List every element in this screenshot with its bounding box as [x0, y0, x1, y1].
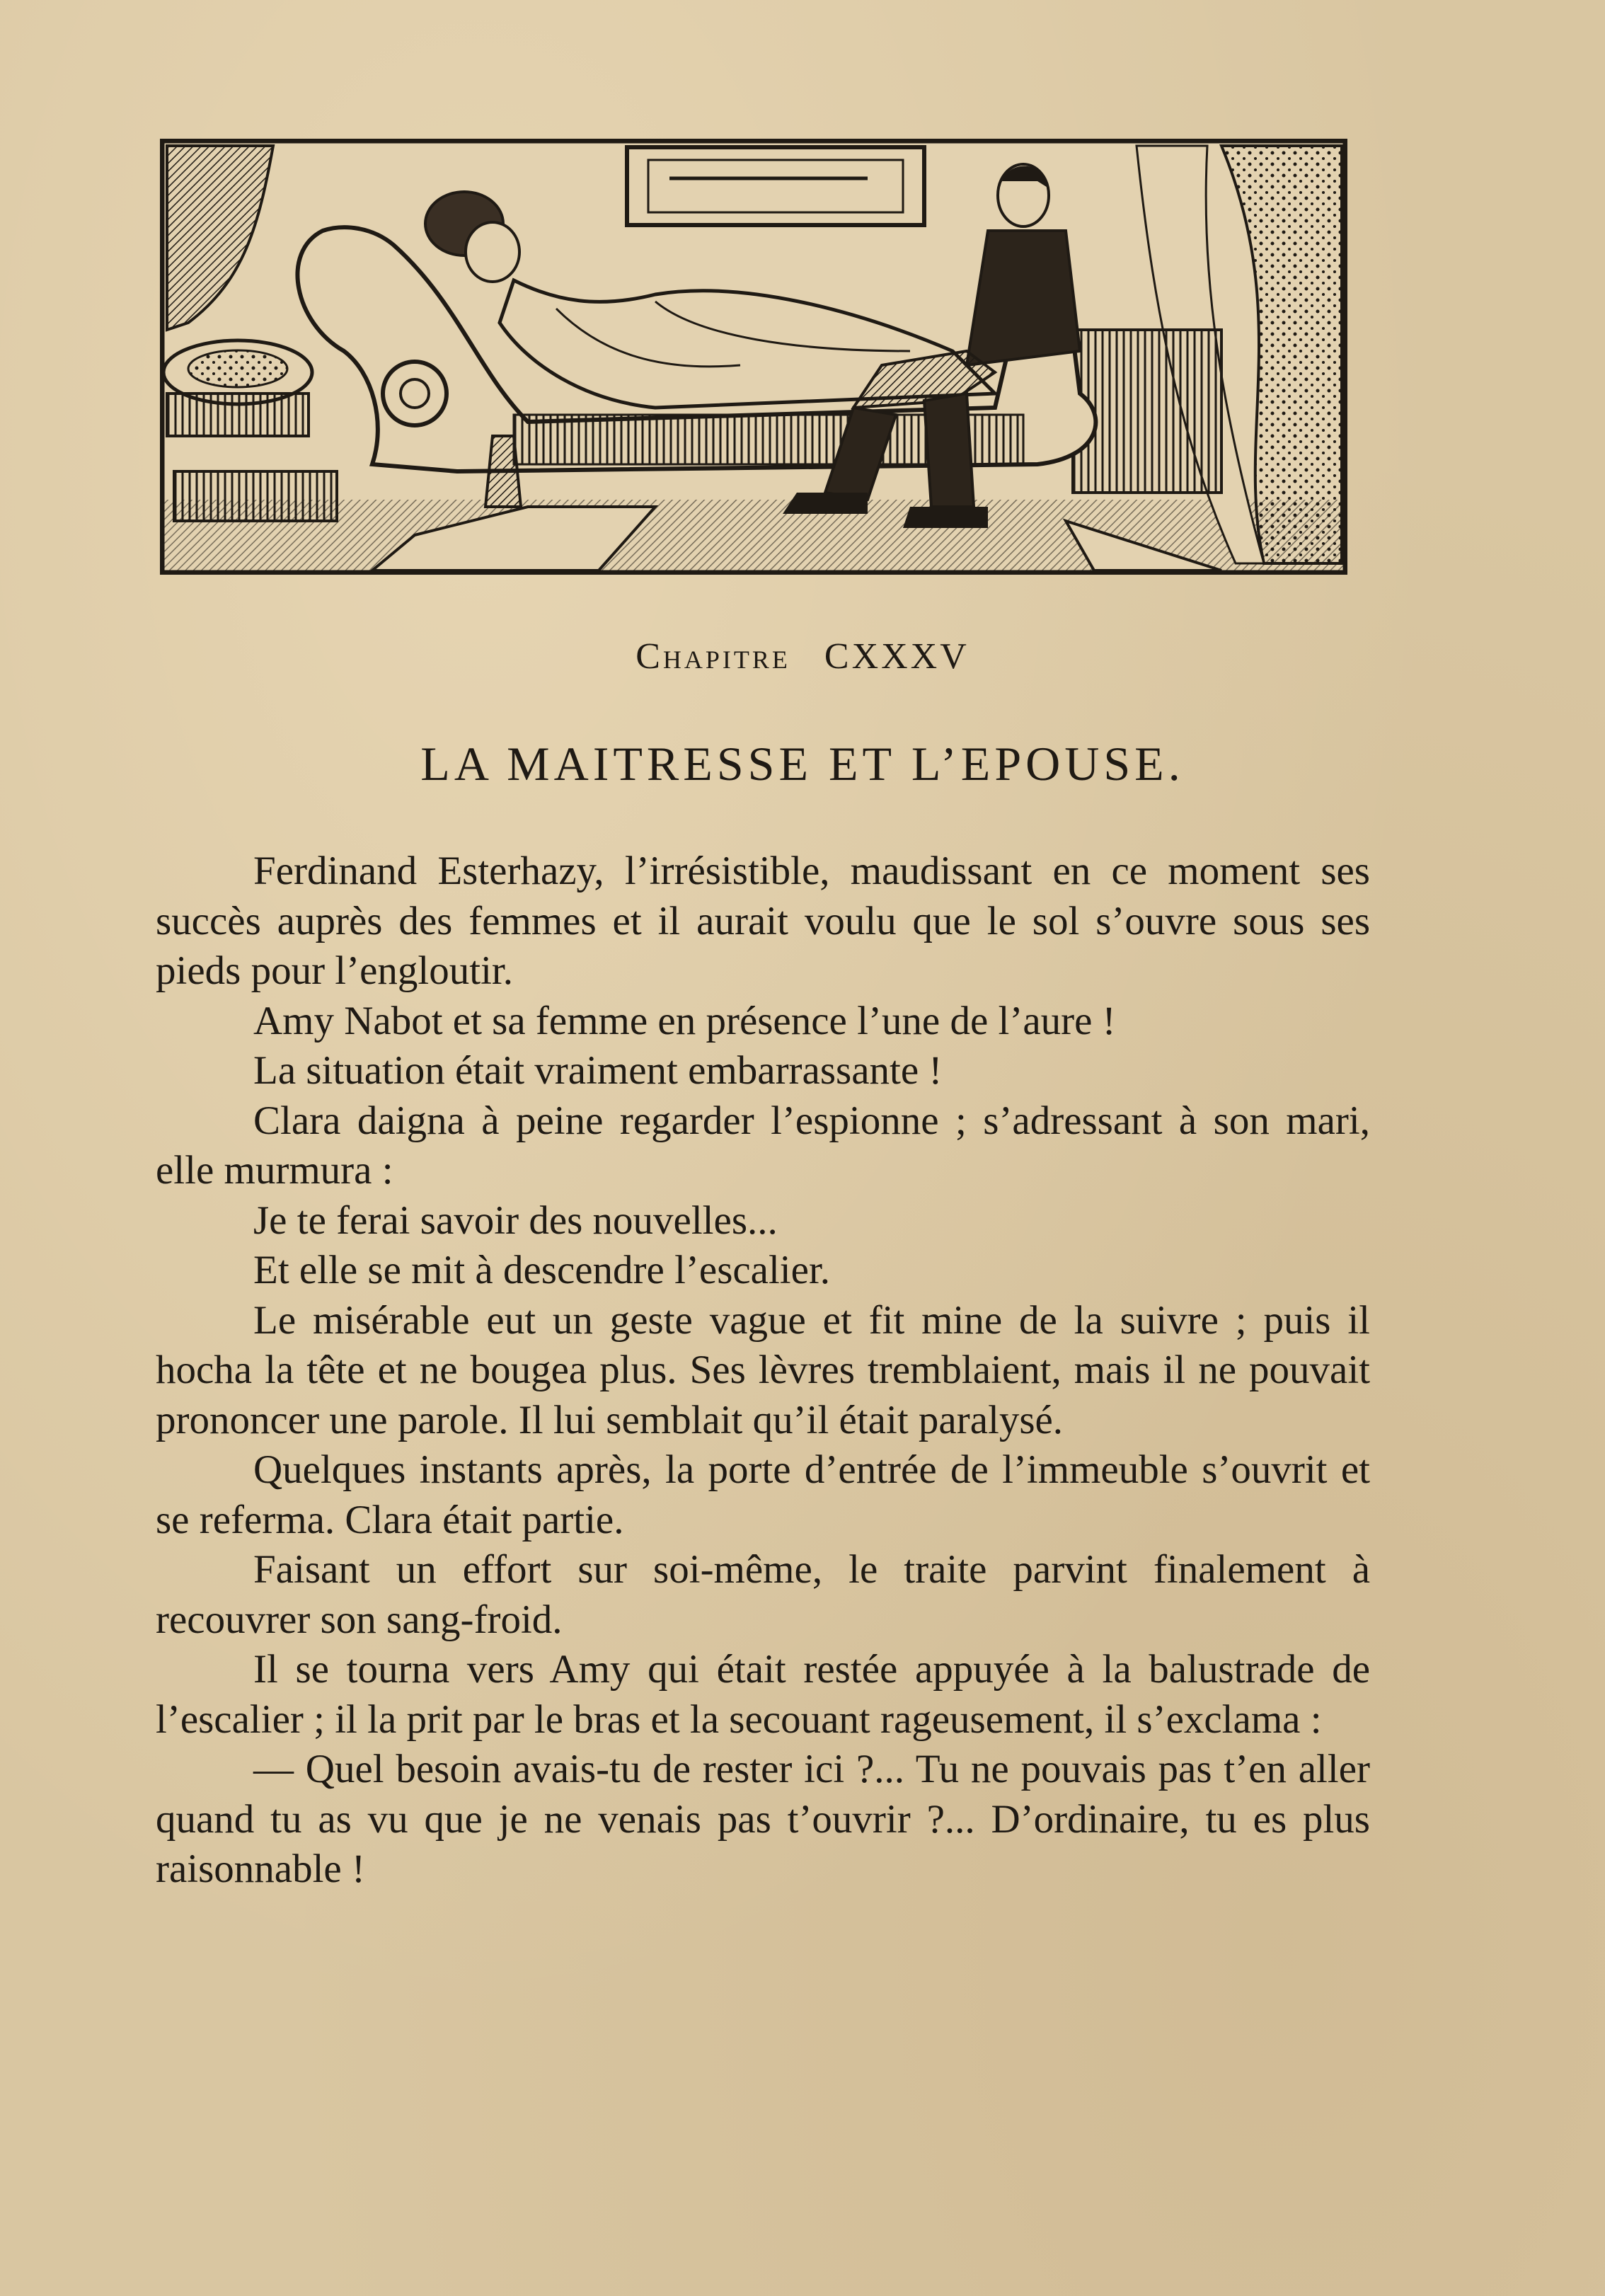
engraving-illustration — [160, 139, 1347, 575]
paragraph: Amy Nabot et sa femme en présence l’une de l’aure ! — [253, 998, 1116, 1043]
paragraph: Quelques instants après, la porte d’entrée de l’immeuble s’ouvrit et se referma. Clara était partie. — [156, 1447, 1370, 1542]
paragraph: Le misérable eut un geste vague et fit mine de la suivre ; puis il hocha la tête et ne bougea plus. Ses lèvres tremblaient, mais il ne pouvait prononcer une parole. Il lui semblait qu’il était paralysé. — [156, 1297, 1370, 1442]
paragraph: Et elle se mit à descendre l’escalier. — [253, 1248, 831, 1292]
chapter-title: LA MAITRESSE ET L’EPOUSE. — [420, 737, 1185, 791]
paragraph: — Quel besoin avais-tu de rester ici ?... Tu ne pouvais pas t’en aller quand tu as vu que je ne venais pas t’ouvrir ?... D’ordinaire, tu es plus raisonnable ! — [156, 1747, 1370, 1891]
chapter-label: Chapitre — [635, 636, 790, 677]
paragraph: Il se tourna vers Amy qui était restée appuyée à la balustrade de l’escalier ; il la prit par le bras et la secouant rageusement, il s’exclama : — [156, 1647, 1370, 1742]
chapter-body — [156, 846, 1370, 1895]
chapter-number: CXXXV — [824, 636, 970, 677]
paragraph: Faisant un effort sur soi-même, le traite parvint finalement à recouvrer son sang-froid. — [156, 1547, 1370, 1642]
paragraph: Ferdinand Esterhazy, l’irrésistible, maudissant en ce moment ses succès auprès des femmes et il aurait voulu que le sol s’ouvre sous ses pieds pour l’engloutir. — [156, 849, 1370, 993]
paragraph: Clara daigna à peine regarder l’espionne ; s’adressant à son mari, elle murmura : — [156, 1098, 1370, 1193]
paragraph: Je te ferai savoir des nouvelles... — [253, 1198, 778, 1243]
chapter-heading — [0, 636, 1605, 677]
paragraph: La situation était vraiment embarrassante ! — [253, 1048, 943, 1093]
